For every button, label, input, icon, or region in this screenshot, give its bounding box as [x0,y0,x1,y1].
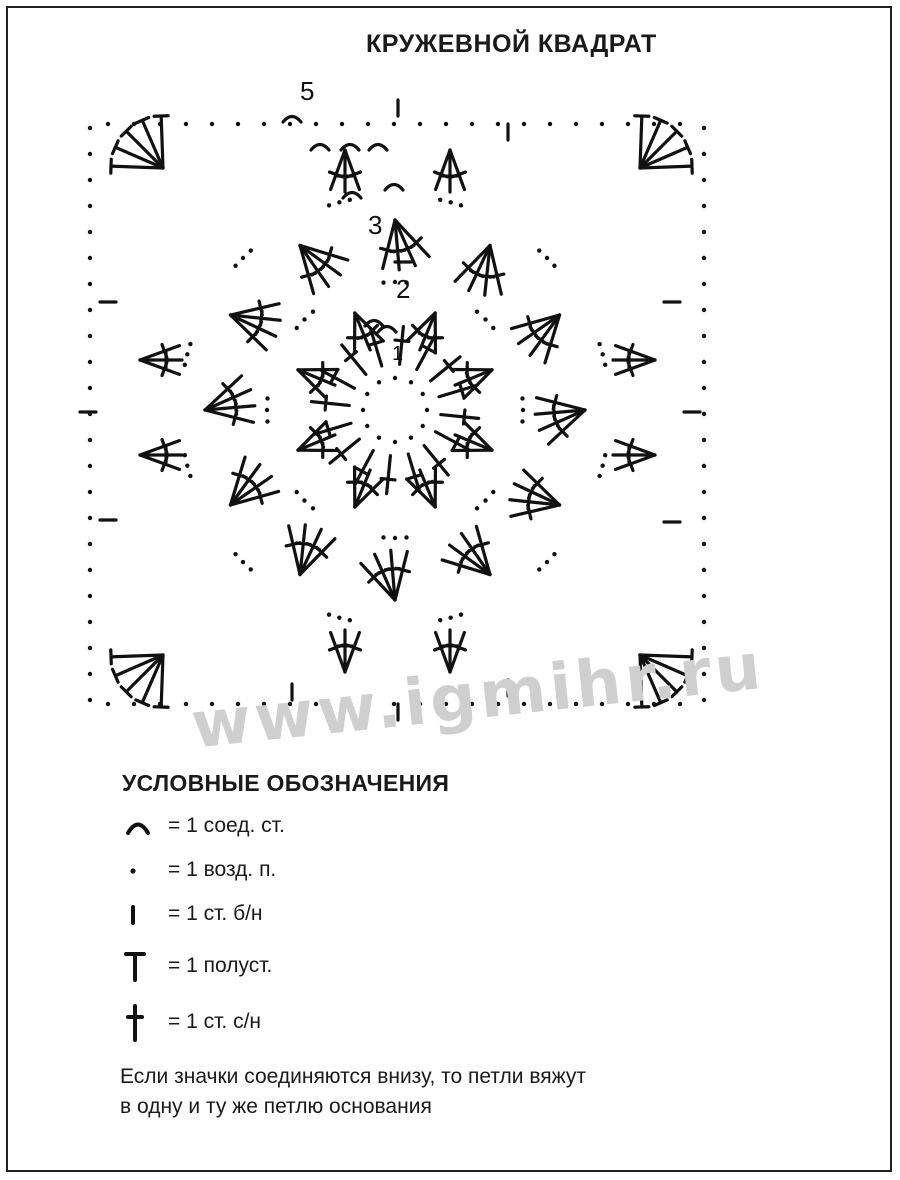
stitch-cross-bar [233,411,236,425]
chain-dot [302,317,306,321]
stitch-cross-bar [396,568,410,571]
slip-stitch-mark [385,185,403,191]
chain-dot [702,308,706,312]
double-crochet-mark [387,456,391,494]
chain-dot [88,230,92,234]
chain-dot [626,122,630,126]
chain-dot [348,618,352,622]
chain-dot [421,424,425,428]
slip-stitch-mark [341,145,359,151]
chain-dot [88,516,92,520]
chain-dot [537,248,541,252]
chain-dot [702,386,706,390]
half-double-crochet-t-icon [120,946,160,986]
stitch-cross-bar [434,172,447,177]
chain-dot [702,256,706,260]
chain-dot [418,122,422,126]
half-double-crochet-mark [111,655,163,657]
chain-dot [475,310,479,314]
round-number-1: 1 [392,343,404,365]
double-crochet-mark [395,552,407,600]
stitch-cross-bar [528,317,532,330]
chain-dot [365,424,369,428]
chain-dot [88,204,92,208]
chain-dot [381,280,385,284]
half-double-crochet-mark [640,166,692,168]
chain-dot [327,203,331,207]
chain-dot [702,282,706,286]
chain-dot [438,198,442,202]
double-crochet-mark [616,441,655,455]
half-double-crochet-mark [126,655,163,692]
chain-dot [158,122,162,126]
chain-dot [702,620,706,624]
chain-dot-icon [120,850,160,890]
stitch-cross-bar [475,543,488,547]
chain-dot [545,560,549,564]
chain-dot [88,334,92,338]
chain-dot [185,463,189,467]
double-crochet-mark [345,633,359,672]
chain-dot [188,342,192,346]
slip-stitch-mark [343,193,361,199]
stitch-cross-bar [368,341,381,345]
chain-dot [88,542,92,546]
chain-dot [702,542,706,546]
chain-dot [597,474,601,478]
chain-dot [106,122,110,126]
chain-dot [603,363,607,367]
chain-dot [393,536,397,540]
chain-dot [295,326,299,330]
chain-dot [425,408,429,412]
double-crochet-mark [345,150,359,189]
chain-dot [88,568,92,572]
chain-dot [448,615,452,619]
legend-item [120,806,285,846]
stitch-cross-bar [347,645,360,650]
chain-dot [409,436,413,440]
chain-dot [702,204,706,208]
chain-dot [88,178,92,182]
stitch-cross-bar [326,423,330,436]
chain-dot [265,396,269,400]
chain-dot [537,567,541,571]
chain-dot [88,620,92,624]
double-crochet-mark [205,410,253,422]
stitch-cross-bar [381,248,395,251]
legend-label: = 1 ст. с/н [168,1010,262,1033]
note-line: в одну и ту же петлю основания [120,1095,432,1118]
stitch-cross-bar [452,645,465,650]
double-crochet-mark [311,402,349,406]
chain-dot [210,122,214,126]
chain-dot [288,122,292,126]
legend-label: = 1 соед. ст. [168,814,285,837]
round-number-2: 2 [396,274,411,304]
half-double-crochet-mark [640,116,642,168]
chain-dot [302,498,306,502]
chain-dot [183,363,187,367]
half-double-crochet-mark [126,131,163,168]
chain-dot [233,552,237,556]
chain-dot [491,490,495,494]
legend-item [120,850,276,890]
chain-dot [236,122,240,126]
chain-dot [702,360,706,364]
chain-dot [393,440,397,444]
chain-dot [337,200,341,204]
slip-stitch-mark [369,145,387,151]
chain-dot [265,419,269,423]
slip-stitch-mark [365,321,383,327]
chain-dot [327,612,331,616]
chain-dot [470,122,474,126]
chain-dot [597,342,601,346]
legend-item [120,1002,261,1042]
chain-dot [262,122,266,126]
chain-dot [88,672,92,676]
chain-dot [603,453,607,457]
chain-dot [361,408,365,412]
legend-label: = 1 возд. п. [168,858,277,881]
stitch-cross-bar [628,439,633,452]
chain-dot [106,702,110,706]
chain-dot [132,702,136,706]
round-number-5: 5 [300,76,315,106]
chain-dot [348,198,352,202]
chain-dot [520,396,524,400]
chain-dot [702,438,706,442]
chain-dot [88,282,92,286]
chain-dot [88,438,92,442]
legend-title: УСЛОВНЫЕ ОБОЗНАЧЕНИЯ [122,770,450,796]
chain-dot [88,152,92,156]
chain-dot [409,380,413,384]
chain-dot [600,463,604,467]
chain-dot [392,122,396,126]
chain-dot [475,506,479,510]
chain-dot [295,490,299,494]
chain-dot [377,436,381,440]
diagram-title: КРУЖЕВНОЙ КВАДРАТ [366,30,657,58]
chain-dot [702,516,706,520]
chain-dot [702,152,706,156]
chain-dot [496,122,500,126]
chain-dot [702,412,706,416]
chain-dot [678,122,682,126]
chain-dot [249,248,253,252]
note-text [120,1062,586,1122]
chain-dot [88,594,92,598]
chain-dot [483,498,487,502]
double-crochet-mark [616,455,655,469]
double-crochet-mark [616,360,655,374]
chain-dot [132,122,136,126]
legend-label: = 1 полуст. [168,954,273,977]
double-crochet-mark [383,220,395,268]
chain-dot [265,408,269,412]
stitch-cross-bar [162,362,167,375]
chain-dot [311,310,315,314]
chain-dot [377,380,381,384]
chain-dot [652,122,656,126]
chain-dot [483,317,487,321]
legend-item [120,894,263,934]
chain-dot [522,122,526,126]
chain-dot [88,126,92,130]
stitch-cross-bar [460,383,464,396]
stitch-cross-bar [329,172,342,177]
chain-dot [88,646,92,650]
double-crochet-cross-icon [120,1002,160,1042]
double-crochet-mark [230,304,279,315]
chain-dot [702,490,706,494]
legend-item [120,946,272,986]
double-crochet-mark [436,150,450,189]
chain-dot [600,352,604,356]
chain-dot [702,230,706,234]
chain-dot [249,567,253,571]
chain-dot [241,560,245,564]
chain-dot [88,464,92,468]
chain-dot [702,126,706,130]
chain-dot [404,535,408,539]
chain-dot [438,618,442,622]
chain-dot [520,419,524,423]
chain-dot [393,376,397,380]
half-double-crochet-mark [640,131,677,168]
chain-dot [88,360,92,364]
single-crochet-bar-icon [120,894,160,934]
chain-dot [366,122,370,126]
chain-dot [600,122,604,126]
note-line: Если значки соединяются внизу, то петли вяжут [120,1065,587,1088]
double-crochet-mark [331,150,345,189]
chain-dot [184,122,188,126]
double-crochet-mark [140,360,179,374]
double-crochet-mark [490,245,501,294]
chain-dot [702,464,706,468]
chain-dot [444,122,448,126]
stitch-cross-bar [302,273,315,277]
chain-dot [88,256,92,260]
chain-dot [88,698,92,702]
watermark: www.igmihr.ru [188,629,768,764]
chain-dot [311,506,315,510]
stitch-cross-bar [162,457,167,470]
chain-dot [88,490,92,494]
chain-dot [185,352,189,356]
double-crochet-mark [511,505,560,516]
chain-dot [340,122,344,126]
double-crochet-mark [537,398,585,410]
double-crochet-mark [450,150,464,189]
chain-dot [88,308,92,312]
double-crochet-mark [140,346,179,360]
chain-dot [233,264,237,268]
half-double-crochet-mark [111,166,163,168]
chain-dot [314,122,318,126]
chain-dot [158,702,162,706]
chain-dot [381,535,385,539]
stitch-cross-bar [408,475,421,479]
chain-dot [552,552,556,556]
round-number-3: 3 [368,210,383,240]
chain-dot [448,200,452,204]
chain-dot [365,392,369,396]
legend-label: = 1 ст. б/н [168,902,263,925]
half-double-crochet-mark [161,655,163,707]
slip-stitch-arc-icon [120,806,160,846]
double-crochet-mark [616,346,655,360]
chain-dot [459,612,463,616]
chain-dot [184,702,188,706]
double-crochet-mark [140,441,179,455]
chain-dot [421,392,425,396]
chain-dot [545,256,549,260]
chain-dot [574,122,578,126]
slip-stitch-mark [283,117,301,123]
chain-dot [702,178,706,182]
chain-dot [188,474,192,478]
double-crochet-mark [140,455,179,469]
chain-dot [702,334,706,338]
chain-dot [88,386,92,390]
chain-dot [459,203,463,207]
chain-dot [337,615,341,619]
stitch-cross-bar [553,396,556,410]
chain-dot [702,594,706,598]
chain-dot [491,326,495,330]
slip-stitch-mark [311,145,329,151]
double-crochet-mark [331,633,345,672]
chain-dot [552,264,556,268]
chain-dot [241,256,245,260]
stitch-cross-bar [258,490,262,503]
chain-dot [702,568,706,572]
chain-dot [521,408,525,412]
double-crochet-mark [441,415,479,419]
double-crochet-mark [289,526,300,575]
chain-dot [548,122,552,126]
slip-stitch-mark [378,327,396,333]
stitch-cross-bar [628,344,633,357]
